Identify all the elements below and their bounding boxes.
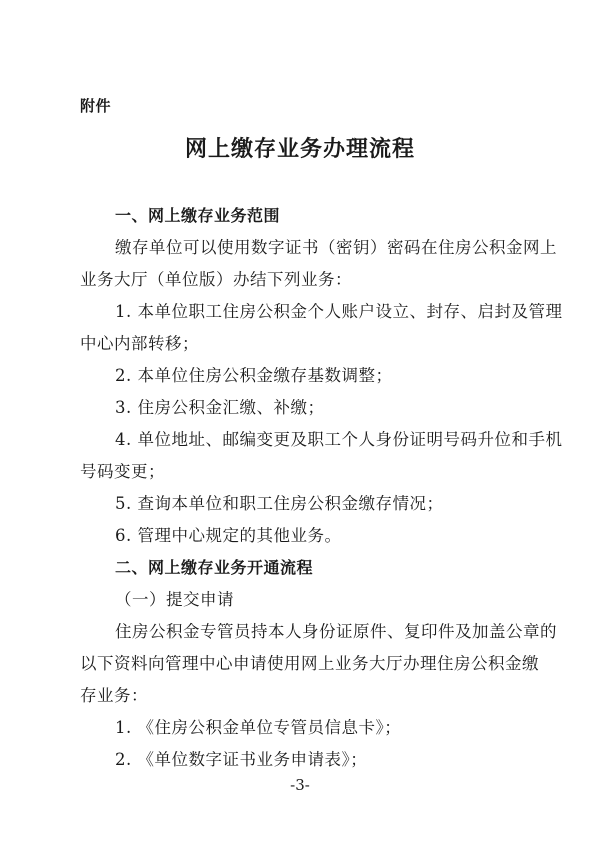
list-item: 3. 住房公积金汇缴、补缴； — [115, 398, 325, 417]
paragraph-line: 住房公积金专管员持本人身份证原件、复印件及加盖公章的 — [115, 622, 557, 641]
page-number: -3- — [290, 776, 310, 794]
list-item: 号码变更； — [80, 462, 165, 481]
list-item: 5. 查询本单位和职工住房公积金缴存情况； — [115, 494, 444, 513]
paragraph-line: 以下资料向管理中心申请使用网上业务大厅办理住房公积金缴 — [80, 654, 539, 673]
list-item: 1. 本单位职工住房公积金个人账户设立、封存、启封及管理 — [115, 302, 563, 321]
list-item: 1. 《住房公积金单位专管员信息卡》； — [115, 718, 402, 737]
list-item: 6. 管理中心规定的其他业务。 — [115, 526, 342, 545]
document-title: 网上缴存业务办理流程 — [184, 137, 415, 162]
paragraph-line: 业务大厅（单位版）办结下列业务： — [80, 270, 352, 289]
list-item: 4. 单位地址、邮编变更及职工个人身份证明号码升位和手机 — [115, 430, 563, 449]
list-item: 2. 本单位住房公积金缴存基数调整； — [115, 366, 393, 385]
list-item: 2. 《单位数字证书业务申请表》； — [115, 750, 368, 769]
subsection-heading: （一）提交申请 — [115, 590, 234, 609]
annex-label: 附件 — [80, 97, 112, 115]
paragraph-line: 存业务： — [80, 686, 148, 705]
paragraph-line: 缴存单位可以使用数字证书（密钥）密码在住房公积金网上 — [115, 238, 557, 257]
section-1-heading: 一、网上缴存业务范围 — [115, 206, 281, 225]
section-2-heading: 二、网上缴存业务开通流程 — [115, 558, 314, 577]
list-item: 中心内部转移； — [80, 334, 199, 353]
